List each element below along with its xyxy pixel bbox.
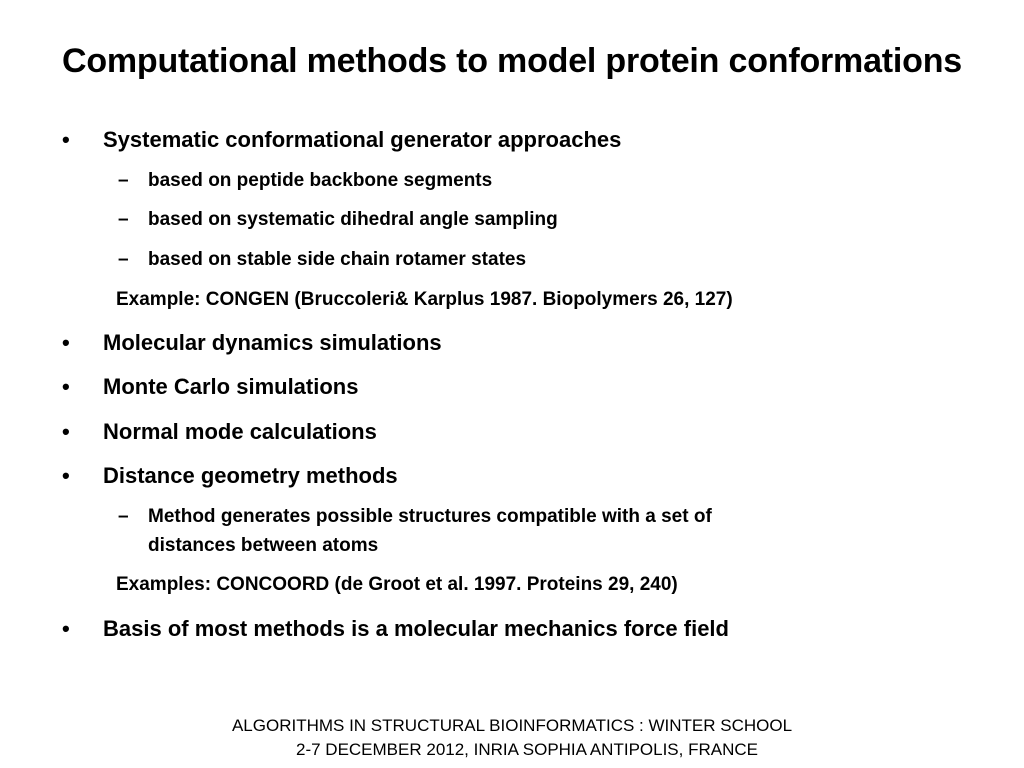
sub-bullet-method-generates: Method generates possible structures compatible with a set of (148, 506, 712, 527)
dash-marker: – (118, 506, 129, 527)
bullet-marker: • (62, 330, 70, 355)
dash-marker: – (118, 249, 129, 270)
dash-marker: – (118, 209, 129, 230)
bullet-systematic-generator: Systematic conformational generator approaches (103, 127, 622, 152)
footer-line-1: ALGORITHMS IN STRUCTURAL BIOINFORMATICS : WINTER SCHOOL (231, 716, 793, 735)
sub-bullet-backbone-segments: based on peptide backbone segments (148, 170, 493, 191)
example-concoord: Examples: CONCOORD (de Groot et al. 1997. Proteins 29, 240) (116, 574, 678, 595)
example-congen: Example: CONGEN (Bruccoleri& Karplus 1987. Biopolymers 26, 127) (116, 289, 733, 310)
dash-marker: – (118, 170, 129, 191)
bullet-marker: • (62, 616, 70, 641)
sub-bullet-method-generates-cont: distances between atoms (148, 535, 379, 556)
bullet-normal-mode: Normal mode calculations (103, 419, 377, 444)
sub-bullet-rotamer-states: based on stable side chain rotamer states (148, 249, 527, 270)
bullet-marker: • (62, 463, 70, 488)
sub-bullet-dihedral-sampling: based on systematic dihedral angle sampling (148, 209, 558, 230)
bullet-distance-geometry: Distance geometry methods (103, 463, 398, 488)
bullet-molecular-dynamics: Molecular dynamics simulations (103, 330, 442, 355)
bullet-force-field: Basis of most methods is a molecular mechanics force field (103, 616, 729, 641)
bullet-marker: • (62, 419, 70, 444)
bullet-marker: • (62, 374, 70, 399)
bullet-monte-carlo: Monte Carlo simulations (103, 374, 359, 399)
footer-line-2: 2-7 DECEMBER 2012, INRIA SOPHIA ANTIPOLIS, FRANCE (296, 740, 758, 759)
bullet-marker: • (62, 127, 70, 152)
slide-title: Computational methods to model protein conformations (61, 42, 963, 80)
